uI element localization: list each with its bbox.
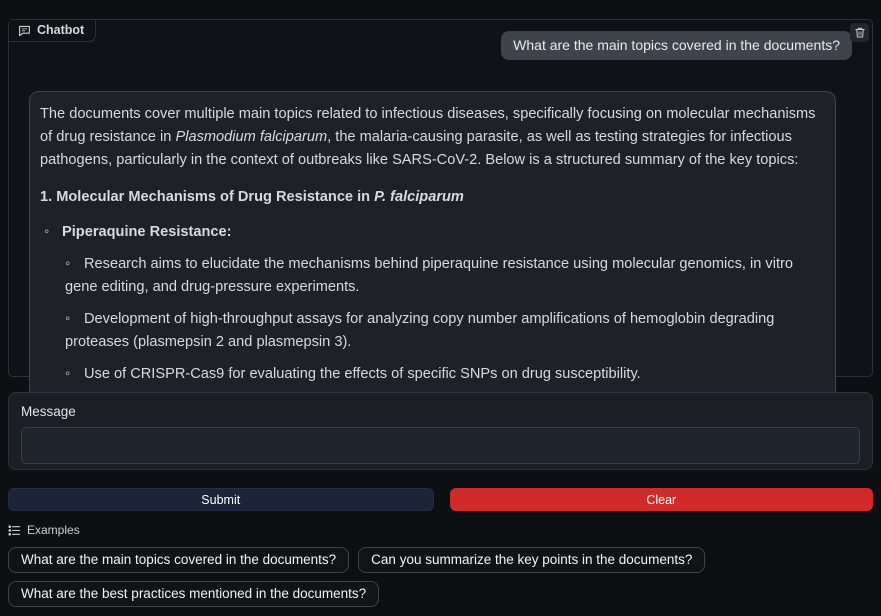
message-input[interactable] [21, 427, 860, 464]
example-button-1[interactable]: What are the main topics covered in the documents? [8, 547, 349, 573]
clear-conversation-button[interactable] [850, 23, 869, 42]
bot-section-heading-text: 1. Molecular Mechanisms of Drug Resistance in [40, 189, 375, 205]
list-icon [8, 524, 21, 537]
bot-intro-species-name: Plasmodium falciparum [175, 129, 328, 145]
example-button-3[interactable]: What are the best practices mentioned in the documents? [8, 581, 379, 607]
message-label: Message [21, 404, 76, 419]
example-button-2[interactable]: Can you summarize the key points in the documents? [358, 547, 705, 573]
bot-sub-bullet-2: ◦ Development of high-throughput assays for analyzing copy number amplifications of hemoglobin degrading proteases (plasmepsin 2 and plasmepsin 3). [40, 308, 825, 354]
clear-button[interactable]: Clear [450, 488, 874, 511]
chatbot-panel[interactable] [8, 19, 873, 382]
bot-intro-text: The documents cover multiple main topics related to infectious diseases, specifically focusing on molecular mechanisms of drug resistance in [40, 106, 816, 145]
example-rows [8, 547, 873, 607]
chatbot-label-text: Chatbot [37, 23, 85, 37]
examples-label: Examples [27, 523, 80, 537]
message-input-panel [8, 392, 873, 470]
bot-section-heading-species: P. falciparum [374, 189, 464, 205]
chat-bubble-icon [18, 24, 31, 37]
examples-header [8, 523, 873, 537]
user-message-bubble: What are the main topics covered in the documents? [501, 31, 852, 60]
bot-section-heading [40, 186, 825, 209]
example-row-1 [8, 547, 873, 573]
bot-sub-bullet-1: ◦ Research aims to elucidate the mechanisms behind piperaquine resistance using molecular genomics, in vitro gene editing, and drug-pressure experiments. [40, 253, 825, 299]
example-row-2 [8, 581, 873, 607]
user-message-row [29, 31, 852, 60]
examples-section [8, 523, 873, 615]
trash-icon [854, 26, 866, 39]
chat-message-list [9, 20, 872, 382]
bot-sub-bullet-3: ◦ Use of CRISPR-Cas9 for evaluating the effects of specific SNPs on drug susceptibility. [40, 363, 825, 386]
chatbot-label [9, 20, 96, 42]
submit-button[interactable]: Submit [8, 488, 434, 511]
action-button-row [8, 488, 873, 511]
bot-intro-paragraph [40, 103, 825, 172]
bot-intro-text-cont: , the malaria-causing parasite, as well as testing strategies for infectious pathogens, particularly in the context of outbreaks like SARS-CoV-2. Below is a structured summary of the key topics: [40, 129, 799, 168]
bot-bullet-heading: ◦ Piperaquine Resistance: [40, 221, 825, 244]
